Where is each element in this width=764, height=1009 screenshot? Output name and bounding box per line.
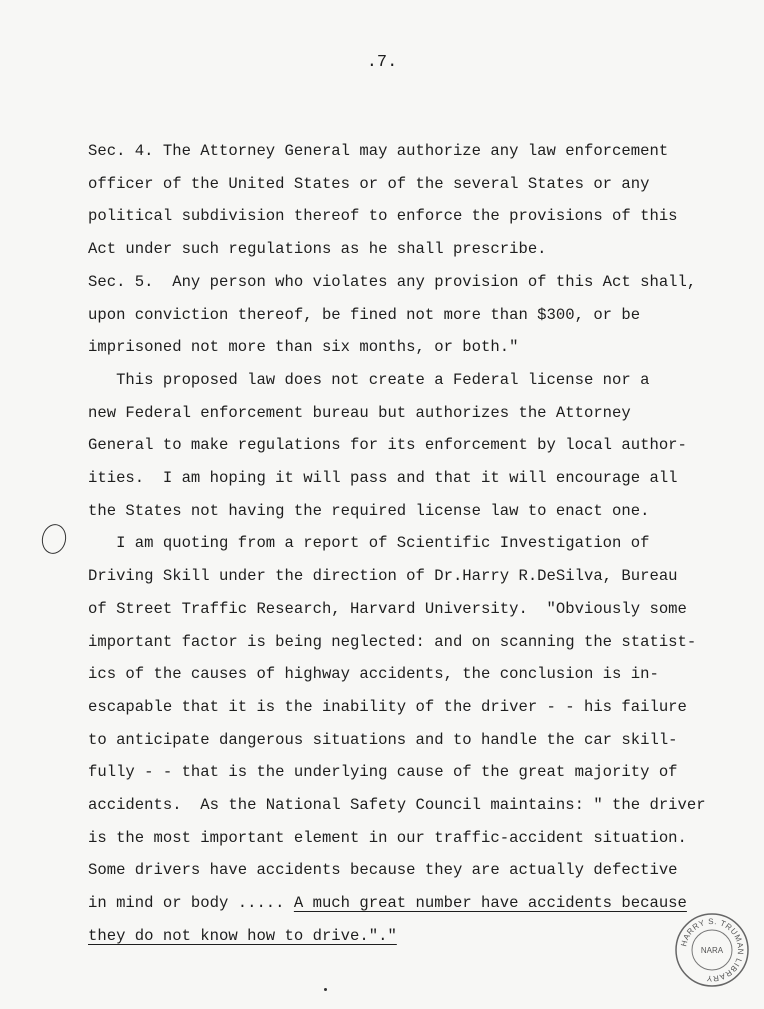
text-line: fully - - that is the underlying cause of the great majority of	[88, 763, 678, 782]
text-line: the States not having the required license law to enact one.	[88, 501, 650, 520]
text-line: Some drivers have accidents because they are actually defective	[88, 861, 678, 880]
text-line: ities. I am hoping it will pass and that it will encourage all	[88, 469, 678, 487]
text-line: This proposed law does not create a Federal license nor a	[88, 370, 650, 389]
text-line: important factor is being neglected: and on scanning the statist-	[88, 632, 697, 651]
margin-pencil-mark	[39, 522, 69, 556]
text-line: ics of the causes of highway accidents, the conclusion is in-	[88, 665, 659, 684]
text-line: Act under such regulations as he shall prescribe.	[88, 240, 547, 259]
text-line: Driving Skill under the direction of Dr.Harry R.DeSilva, Bureau	[88, 567, 678, 586]
underlined-quote: A much great number have accidents because	[293, 894, 687, 913]
text-line: escapable that it is the inability of the driver - - his failure	[88, 697, 687, 716]
text-line: imprisoned not more than six months, or both."	[88, 338, 519, 357]
text-line: accidents. As the National Safety Council maintains: " the driver	[88, 796, 706, 814]
text-line: Sec. 4. The Attorney General may authorize any law enforcement	[88, 142, 669, 160]
text-line: upon conviction thereof, be fined not more than $300, or be	[88, 305, 641, 324]
text-line: of Street Traffic Research, Harvard University. "Obviously some	[88, 599, 687, 618]
text-line: new Federal enforcement bureau but authorizes the Attorney	[88, 403, 631, 422]
stamp-ring-text: HARRY S. TRUMAN LIBRARY	[679, 916, 746, 984]
text-line: General to make regulations for its enforcement by local author-	[88, 436, 687, 455]
text-segment: in mind or body .....	[88, 894, 294, 913]
page-number: .7.	[366, 53, 398, 72]
text-line: Sec. 5. Any person who violates any provision of this Act shall,	[88, 272, 697, 291]
stray-dot	[324, 988, 327, 991]
text-line: to anticipate dangerous situations and to handle the car skill-	[88, 730, 678, 749]
text-line: I am quoting from a report of Scientific Investigation of	[88, 534, 650, 553]
stamp-center-text: NARA	[700, 946, 724, 955]
library-stamp	[674, 912, 750, 988]
text-line: political subdivision thereof to enforce the provisions of this	[88, 207, 678, 226]
underlined-quote: they do not know how to drive."."	[88, 926, 397, 945]
text-line: is the most important element in our traffic-accident situation.	[88, 828, 687, 847]
text-line: officer of the United States or of the several States or any	[88, 174, 650, 193]
text-line	[88, 896, 687, 912]
